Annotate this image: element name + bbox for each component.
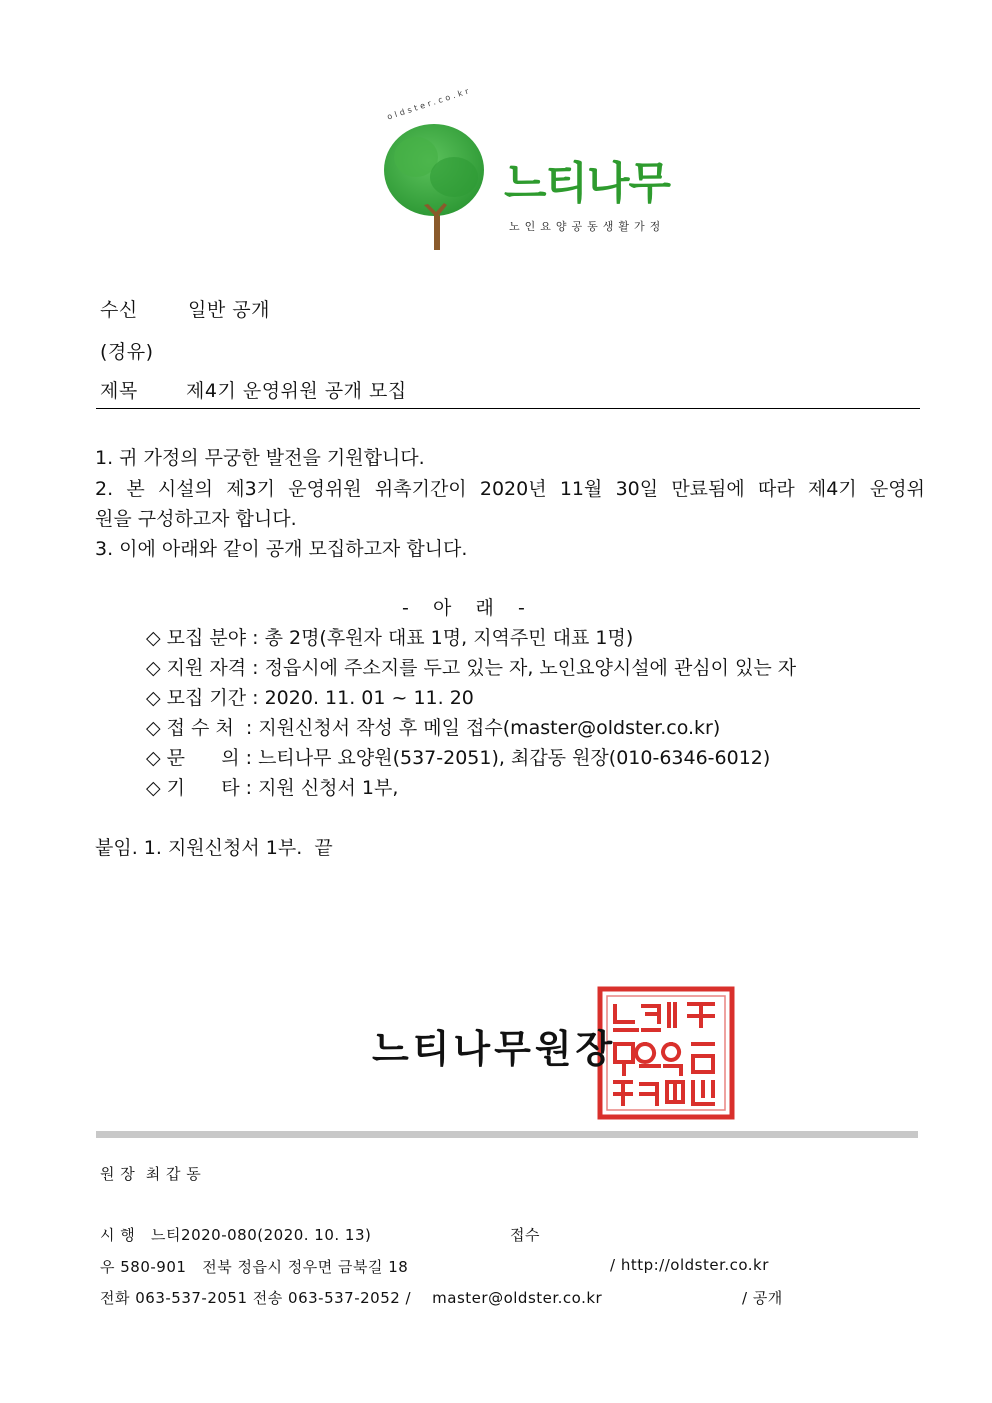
logo-name: 느티나무 — [504, 158, 671, 209]
notice-item: ◇ 모집 분야 : 총 2명(후원자 대표 1명, 지역주민 대표 1명) — [146, 627, 634, 649]
recipient-label: 수신 — [100, 299, 138, 321]
homepage-link[interactable]: / http://oldster.co.kr — [610, 1256, 769, 1274]
tree-icon — [376, 115, 501, 255]
disclosure-label: / 공개 — [742, 1289, 783, 1307]
logo-arc-text: oldster.co.kr — [386, 85, 473, 122]
notice-item: ◇ 모집 기간 : 2020. 11. 01 ~ 11. 20 — [146, 687, 474, 709]
logo — [376, 85, 676, 265]
subject-label: 제목 — [100, 380, 138, 402]
receipt-label: 접수 — [510, 1226, 540, 1244]
address: 우 580-901 전북 정읍시 정우면 금북길 18 — [100, 1258, 409, 1276]
notice-item: ◇ 접 수 처 : 지원신청서 작성 후 메일 접수(master@oldster.co.kr) — [146, 717, 721, 739]
notice-item: ◇ 기 타 : 지원 신청서 1부, — [146, 777, 399, 799]
signature-title: 느티나무원장 — [372, 1027, 617, 1071]
attachment-note: 붙임. 1. 지원신청서 1부. 끝 — [95, 837, 333, 859]
body-line-2b: 원을 구성하고자 합니다. — [95, 508, 297, 530]
header-divider — [96, 408, 920, 409]
body-line-2a: 2. 본 시설의 제3기 운영위원 위촉기간이 2020년 11월 30일 만료됨에 따라 제4기 운영위 — [95, 478, 925, 500]
contact-line: 전화 063-537-2051 전송 063-537-2052 / master@oldster.co.kr — [100, 1289, 603, 1307]
official-seal — [597, 986, 735, 1120]
director-name: 원 장 최 갑 동 — [100, 1165, 202, 1183]
subject-value: 제4기 운영위원 공개 모집 — [186, 380, 407, 402]
via-label: (경유) — [100, 341, 154, 363]
recipient-value: 일반 공개 — [188, 299, 270, 321]
footer-divider — [96, 1131, 918, 1138]
body-line-1: 1. 귀 가정의 무궁한 발전을 기원합니다. — [95, 447, 425, 469]
notice-item: ◇ 문 의 : 느티나무 요양원(537-2051), 최갑동 원장(010-6346-6012) — [146, 747, 771, 769]
issue-number: 시 행 느티2020-080(2020. 10. 13) — [100, 1226, 372, 1244]
notice-item: ◇ 지원 자격 : 정읍시에 주소지를 두고 있는 자, 노인요양시설에 관심이 있는 자 — [146, 657, 797, 679]
notice-heading: - 아 래 - — [402, 597, 525, 619]
logo-subtitle: 노인요양공동생활가정 — [509, 220, 666, 233]
body-line-3: 3. 이에 아래와 같이 공개 모집하고자 합니다. — [95, 538, 468, 560]
